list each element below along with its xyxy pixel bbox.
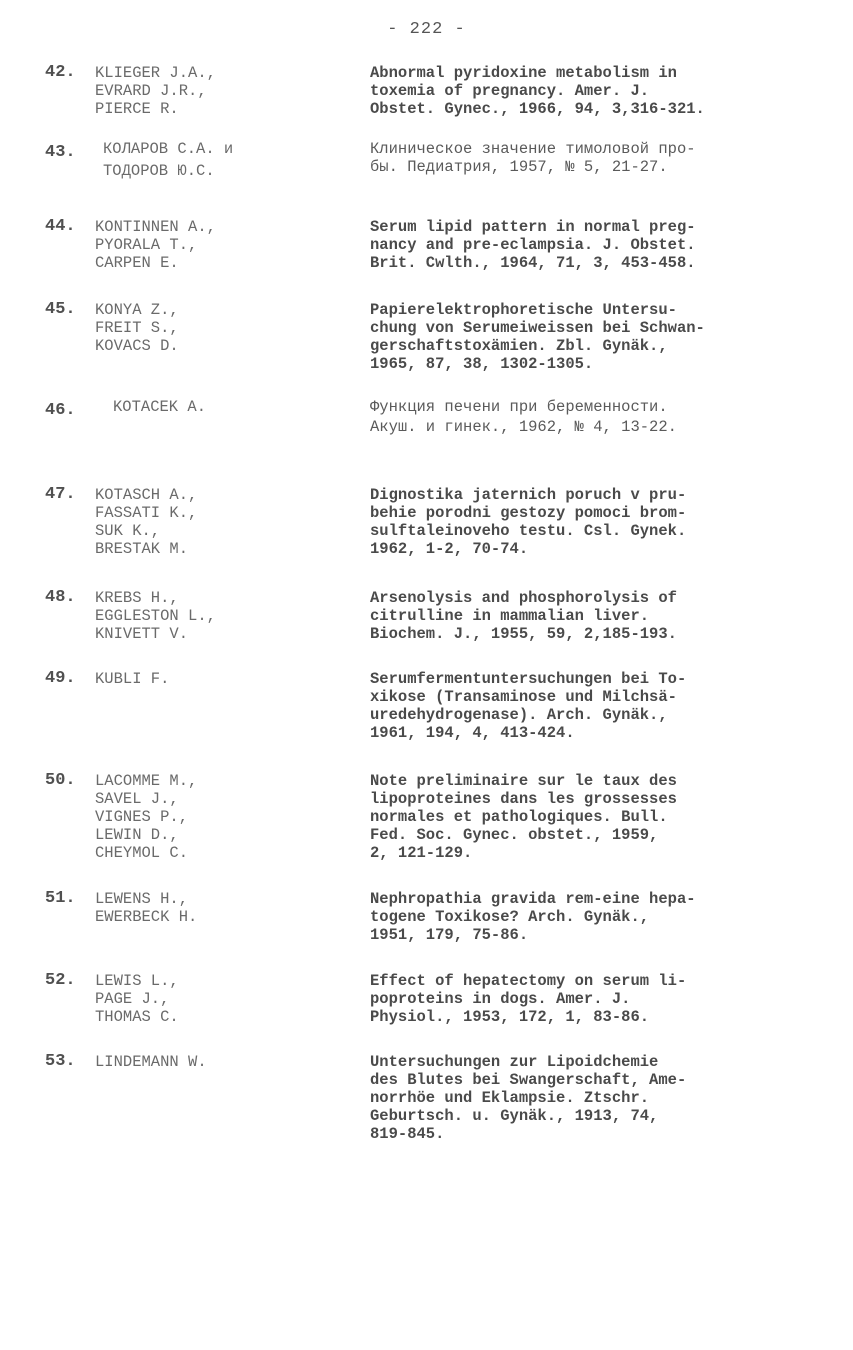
entry-authors	[103, 140, 363, 180]
author-line: THOMAS C.	[95, 1008, 179, 1026]
reference-line: norrhöe und Eklampsie. Ztschr.	[370, 1089, 650, 1107]
page-number: - 222 -	[387, 20, 466, 39]
reference-line: behie porodni gestozy pomoci brom-	[370, 504, 687, 522]
author-line: KOVACS D.	[95, 337, 179, 355]
entry-number: 44.	[45, 217, 76, 236]
reference-line: Effect of hepatectomy on serum li-	[370, 972, 687, 990]
entry-number: 52.	[45, 971, 76, 990]
author-line: FREIT S.,	[95, 319, 179, 337]
entry-reference	[370, 972, 830, 1026]
entry-number: 53.	[45, 1052, 76, 1071]
author-line: KOTACEK A.	[113, 398, 207, 416]
entry-reference	[370, 218, 830, 272]
reference-line: Функция печени при беременности.	[370, 398, 668, 416]
author-line: LACOMME M.,	[95, 772, 198, 790]
entry-reference	[370, 301, 830, 373]
entry-number: 47.	[45, 485, 76, 504]
reference-line: Nephropathia gravida rem-eine hepa-	[370, 890, 696, 908]
entry-number: 43.	[45, 143, 76, 162]
reference-line: Serumfermentuntersuchungen bei To-	[370, 670, 687, 688]
reference-line: Dignostika jaternich poruch v pru-	[370, 486, 687, 504]
reference-line: normales et pathologiques. Bull.	[370, 808, 668, 826]
reference-line: gerschaftstoxämien. Zbl. Gynäk.,	[370, 337, 668, 355]
reference-line: Geburtsch. u. Gynäk., 1913, 74,	[370, 1107, 659, 1125]
reference-line: Biochem. J., 1955, 59, 2,185-193.	[370, 625, 677, 643]
reference-line: 819-845.	[370, 1125, 445, 1143]
author-line: PYORALA T.,	[95, 236, 198, 254]
author-line: LEWIS L.,	[95, 972, 179, 990]
entry-number: 50.	[45, 771, 76, 790]
author-line: CHEYMOL C.	[95, 844, 189, 862]
reference-line: lipoproteines dans les grossesses	[370, 790, 677, 808]
entry-authors	[113, 398, 373, 416]
reference-line: uredehydrogenase). Arch. Gynäk.,	[370, 706, 668, 724]
reference-line: toxemia of pregnancy. Amer. J.	[370, 82, 650, 100]
author-line: BRESTAK M.	[95, 540, 189, 558]
entry-number: 42.	[45, 63, 76, 82]
author-line: PAGE J.,	[95, 990, 170, 1008]
reference-line: бы. Педиатрия, 1957, № 5, 21-27.	[370, 158, 668, 176]
author-line: EWERBECK H.	[95, 908, 198, 926]
reference-line: Fed. Soc. Gynec. obstet., 1959,	[370, 826, 659, 844]
reference-line: 1951, 179, 75-86.	[370, 926, 529, 944]
reference-line: Serum lipid pattern in normal preg-	[370, 218, 696, 236]
entry-number: 51.	[45, 889, 76, 908]
author-line: KONTINNEN A.,	[95, 218, 216, 236]
author-line: EVRARD J.R.,	[95, 82, 207, 100]
author-line: PIERCE R.	[95, 100, 179, 118]
reference-line: Papierelektrophoretische Untersu-	[370, 301, 677, 319]
author-line: FASSATI K.,	[95, 504, 198, 522]
author-line: SAVEL J.,	[95, 790, 179, 808]
reference-line: Physiol., 1953, 172, 1, 83-86.	[370, 1008, 650, 1026]
reference-line: Obstet. Gynec., 1966, 94, 3,316-321.	[370, 100, 705, 118]
reference-line: Клиническое значение тимоловой про-	[370, 140, 696, 158]
entry-authors	[95, 486, 355, 558]
entry-authors	[95, 890, 355, 926]
entry-authors	[95, 972, 355, 1026]
entry-reference	[370, 486, 830, 558]
reference-line: 1961, 194, 4, 413-424.	[370, 724, 575, 742]
reference-line: Abnormal pyridoxine metabolism in	[370, 64, 677, 82]
reference-line: Untersuchungen zur Lipoidchemie	[370, 1053, 659, 1071]
reference-line: xikose (Transaminose und Milchsä-	[370, 688, 677, 706]
reference-line: 1965, 87, 38, 1302-1305.	[370, 355, 594, 373]
entry-reference	[370, 1053, 830, 1143]
author-line: KONYA Z.,	[95, 301, 179, 319]
reference-line: 1962, 1-2, 70-74.	[370, 540, 529, 558]
entry-authors	[95, 64, 355, 118]
entry-reference	[370, 670, 830, 742]
reference-line: 2, 121-129.	[370, 844, 473, 862]
reference-line: Note preliminaire sur le taux des	[370, 772, 677, 790]
entry-reference	[370, 398, 830, 436]
author-line: ТОДОРОВ Ю.С.	[103, 162, 215, 180]
author-line: KUBLI F.	[95, 670, 170, 688]
reference-line: sulftaleinoveho testu. Csl. Gynek.	[370, 522, 687, 540]
entry-reference	[370, 140, 830, 176]
reference-line: poproteins in dogs. Amer. J.	[370, 990, 631, 1008]
author-line: CARPEN E.	[95, 254, 179, 272]
entry-authors	[95, 218, 355, 272]
reference-line: Brit. Cwlth., 1964, 71, 3, 453-458.	[370, 254, 696, 272]
entry-authors	[95, 589, 355, 643]
entry-reference	[370, 64, 830, 118]
author-line: KLIEGER J.A.,	[95, 64, 216, 82]
reference-line: Arsenolysis and phosphorolysis of	[370, 589, 677, 607]
entry-authors	[95, 670, 355, 688]
entry-authors	[95, 301, 355, 355]
author-line: KOTASCH A.,	[95, 486, 198, 504]
reference-line: chung von Serumeiweissen bei Schwan-	[370, 319, 705, 337]
author-line: LEWIN D.,	[95, 826, 179, 844]
entry-reference	[370, 589, 830, 643]
author-line: KREBS H.,	[95, 589, 179, 607]
reference-line: togene Toxikose? Arch. Gynäk.,	[370, 908, 650, 926]
author-line: LINDEMANN W.	[95, 1053, 207, 1071]
entry-number: 48.	[45, 588, 76, 607]
entry-reference	[370, 890, 830, 944]
entry-number: 46.	[45, 401, 76, 420]
reference-line: Акуш. и гинек., 1962, № 4, 13-22.	[370, 418, 677, 436]
entry-authors	[95, 1053, 355, 1071]
entry-number: 49.	[45, 669, 76, 688]
author-line: VIGNES P.,	[95, 808, 189, 826]
entry-reference	[370, 772, 830, 862]
author-line: SUK K.,	[95, 522, 161, 540]
reference-line: des Blutes bei Swangerschaft, Ame-	[370, 1071, 687, 1089]
entry-authors	[95, 772, 355, 862]
author-line: КОЛАРОВ С.А. и	[103, 140, 234, 158]
author-line: KNIVETT V.	[95, 625, 189, 643]
entry-number: 45.	[45, 300, 76, 319]
author-line: EGGLESTON L.,	[95, 607, 216, 625]
reference-line: nancy and pre-eclampsia. J. Obstet.	[370, 236, 696, 254]
reference-line: citrulline in mammalian liver.	[370, 607, 650, 625]
author-line: LEWENS H.,	[95, 890, 189, 908]
